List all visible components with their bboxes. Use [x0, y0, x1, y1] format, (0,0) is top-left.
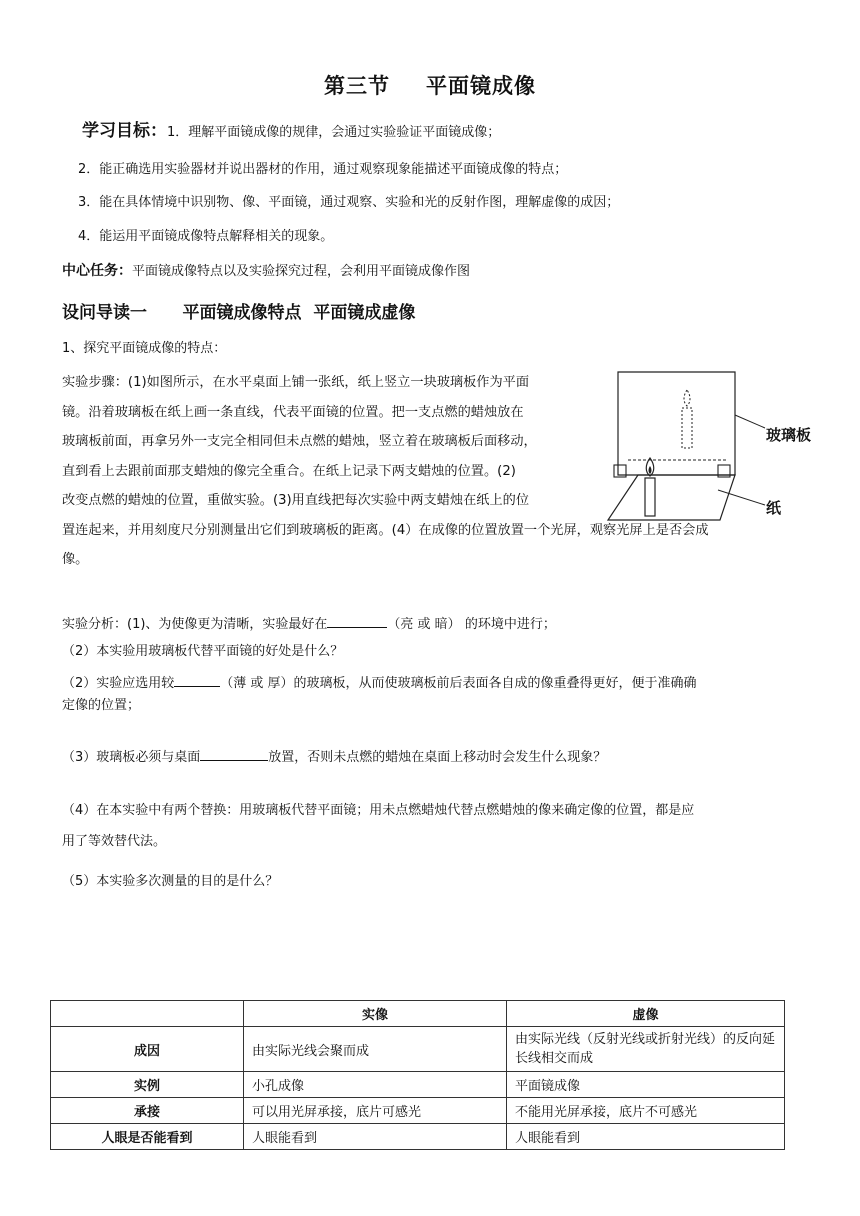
central-task [62, 262, 470, 281]
image-candle [682, 408, 692, 448]
table-header-row [51, 1001, 785, 1027]
q3-question: 放置，否则未点燃的蜡烛在桌面上移动时会发生什么现象？ [268, 750, 607, 765]
analysis-q3 [62, 747, 606, 767]
q2b-options: （薄 或 厚）的玻璃板，从而使玻璃板前后表面各自成的像重叠得更好，便于准确确 [220, 676, 697, 691]
table-row [51, 1027, 785, 1072]
q1-blank [327, 614, 387, 628]
table-header-blank [51, 1001, 244, 1027]
glass-leader-line [735, 415, 765, 428]
q2b-text: （2）实验应选用较 [62, 676, 175, 691]
virtual-cell: 平面镜成像 [507, 1072, 785, 1098]
goal-line-1 [82, 122, 500, 142]
title-section-number: 第三节 [324, 74, 390, 98]
analysis-q2b-line2: 定像的位置； [62, 698, 141, 713]
table-header-real: 实像 [244, 1001, 507, 1027]
q1-options: （亮 或 暗） 的环境中进行； [387, 617, 556, 632]
goal-item: 2．能正确选用实验器材并说出器材的作用，通过观察现象能描述平面镜成像的特点； [78, 162, 568, 177]
analysis-q5: （5）本实验多次测量的目的是什么？ [62, 874, 279, 889]
goals-label: 学习目标： [82, 121, 167, 141]
goal-item: 3．能在具体情境中识别物、像、平面镜，通过观察、实验和光的反射作图，理解虚像的成因； [78, 195, 620, 210]
procedure-paragraph [62, 368, 709, 575]
section-heading: 设问导读一 平面镜成像特点 平面镜成虚像 [62, 303, 416, 323]
real-cell: 由实际光线会聚而成 [244, 1027, 507, 1072]
row-label: 承接 [51, 1098, 244, 1124]
flame-core-icon [649, 466, 652, 474]
row-label: 成因 [51, 1027, 244, 1072]
experiment-figure [600, 360, 830, 530]
lit-candle [645, 478, 655, 516]
goal-item: 1．理解平面镜成像的规律，会通过实验验证平面镜成像； [167, 125, 501, 140]
paper-outline [608, 475, 735, 520]
central-task-label: 中心任务： [62, 263, 132, 279]
goal-item: 4．能运用平面镜成像特点解释相关的现象。 [78, 229, 334, 244]
procedure-line: 置连起来，并用刻度尺分别测量出它们到玻璃板的距离。(4）在成像的位置放置一个光屏，观察光屏上是否会成 [62, 522, 709, 538]
real-virtual-image-table [50, 1000, 785, 1150]
procedure-line: 镜。沿着玻璃板在纸上画一条直线，代表平面镜的位置。把一支点燃的蜡烛放在 [62, 404, 524, 420]
q3-blank [200, 747, 268, 761]
procedure-line: 玻璃板前面，再拿另外一支完全相同但未点燃的蜡烛，竖立着在玻璃板后面移动， [62, 434, 537, 449]
glass-plate-label: 玻璃板 [766, 426, 812, 444]
analysis-q2a: （2）本实验用玻璃板代替平面镜的好处是什么？ [62, 644, 344, 659]
real-cell: 小孔成像 [244, 1072, 507, 1098]
q3-text: （3）玻璃板必须与桌面 [62, 750, 201, 765]
mirror-experiment-diagram [600, 360, 830, 530]
paper-label: 纸 [766, 499, 782, 517]
analysis-q1 [62, 614, 556, 634]
analysis-q2b [62, 673, 697, 693]
analysis-q4-line1: （4）在本实验中有两个替换：用玻璃板代替平面镜；用未点燃蜡烛代替点燃蜡烛的像来确定像的位置，都是应 [62, 803, 695, 818]
real-cell: 可以用光屏承接，底片可感光 [244, 1098, 507, 1124]
procedure-line: 改变点燃的蜡烛的位置，重做实验。(3)用直线把每次实验中两支蜡烛在纸上的位 [62, 493, 530, 508]
table-row [51, 1124, 785, 1150]
section-subheading: 1、探究平面镜成像的特点： [62, 341, 227, 356]
q2b-blank [174, 673, 220, 687]
analysis-q4-line2: 用了等效替代法。 [62, 834, 167, 849]
paper-leader-line [718, 490, 765, 505]
virtual-cell: 人眼能看到 [507, 1124, 785, 1150]
table-row [51, 1072, 785, 1098]
central-task-text: 平面镜成像特点以及实验探究过程，会利用平面镜成像作图 [132, 264, 471, 279]
q1-text: 实验分析：(1)、为使像更为清晰，实验最好在 [62, 617, 328, 632]
table-header-virtual: 虚像 [507, 1001, 785, 1027]
procedure-line: 直到看上去跟前面那支蜡烛的像完全重合。在纸上记录下两支蜡烛的位置。(2) [62, 463, 516, 479]
real-cell: 人眼能看到 [244, 1124, 507, 1150]
virtual-cell: 不能用光屏承接，底片不可感光 [507, 1098, 785, 1124]
row-label: 人眼是否能看到 [51, 1124, 244, 1150]
table-row [51, 1098, 785, 1124]
image-flame-icon [684, 390, 690, 406]
virtual-cell: 由实际光线（反射光线或折射光线）的反向延长线相交而成 [507, 1027, 785, 1072]
procedure-line: 像。 [62, 552, 89, 567]
title-topic: 平面镜成像 [426, 74, 536, 98]
procedure-line: 实验步骤：(1)如图所示，在水平桌面上铺一张纸，纸上竖立一块玻璃板作为平面 [62, 375, 530, 390]
row-label: 实例 [51, 1072, 244, 1098]
page-title [0, 70, 860, 100]
